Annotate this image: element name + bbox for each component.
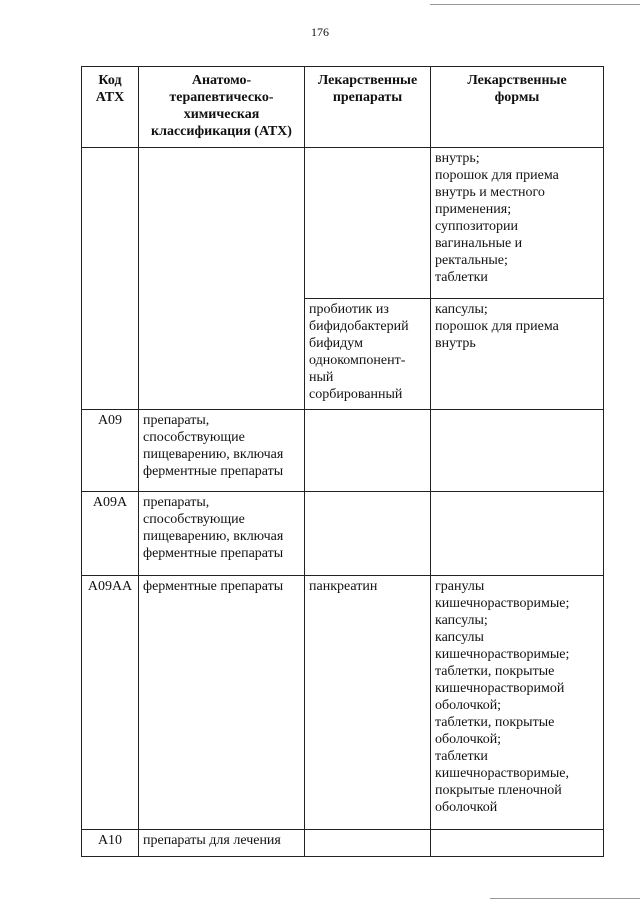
row-forms: гранулы кишечнорастворимые; капсулы; капсулы кишечнорастворимые; таблетки, покрытые кишечнорастворимой оболочкой; таблетки, покрытые оболочкой; таблетки кишечнорастворимые, покрытые пленочной оболочкой (431, 576, 604, 830)
row-classification: препараты, способствующие пищеварению, включая ферментные препараты (139, 410, 305, 492)
scan-edge-top (430, 4, 640, 5)
row-drug (305, 410, 431, 492)
row-code: A10 (82, 830, 139, 857)
header-drugs: Лекарственные препараты (305, 67, 431, 148)
row-forms (431, 410, 604, 492)
row-code: A09A (82, 492, 139, 576)
row-code (82, 148, 139, 410)
row-forms (431, 492, 604, 576)
row-drug: панкреатин (305, 576, 431, 830)
header-forms: Лекарственные формы (431, 67, 604, 148)
row-classification: препараты, способствующие пищеварению, включая ферментные препараты (139, 492, 305, 576)
row-drug: пробиотик из бифидобактерий бифидум однокомпонент- ный сорбированный (305, 299, 431, 410)
row-drug (305, 148, 431, 299)
table-row (82, 148, 604, 299)
atx-table (81, 66, 604, 857)
scan-edge-bottom (490, 898, 640, 899)
row-classification: препараты для лечения (139, 830, 305, 857)
row-classification: ферментные препараты (139, 576, 305, 830)
page-number: 176 (311, 25, 329, 39)
table-header-row (82, 67, 604, 148)
table-row (82, 576, 604, 830)
header-classification: Анатомо- терапевтическо- химическая классификация (АТХ) (139, 67, 305, 148)
table-row (82, 410, 604, 492)
row-drug (305, 492, 431, 576)
row-code: A09 (82, 410, 139, 492)
row-forms: капсулы; порошок для приема внутрь (431, 299, 604, 410)
table-row (82, 830, 604, 857)
row-drug (305, 830, 431, 857)
header-atx-code: Код ATX (82, 67, 139, 148)
row-code: A09AA (82, 576, 139, 830)
row-forms (431, 830, 604, 857)
row-classification (139, 148, 305, 410)
row-forms: внутрь; порошок для приема внутрь и местного применения; суппозитории вагинальные и ректальные; таблетки (431, 148, 604, 299)
table-row (82, 492, 604, 576)
